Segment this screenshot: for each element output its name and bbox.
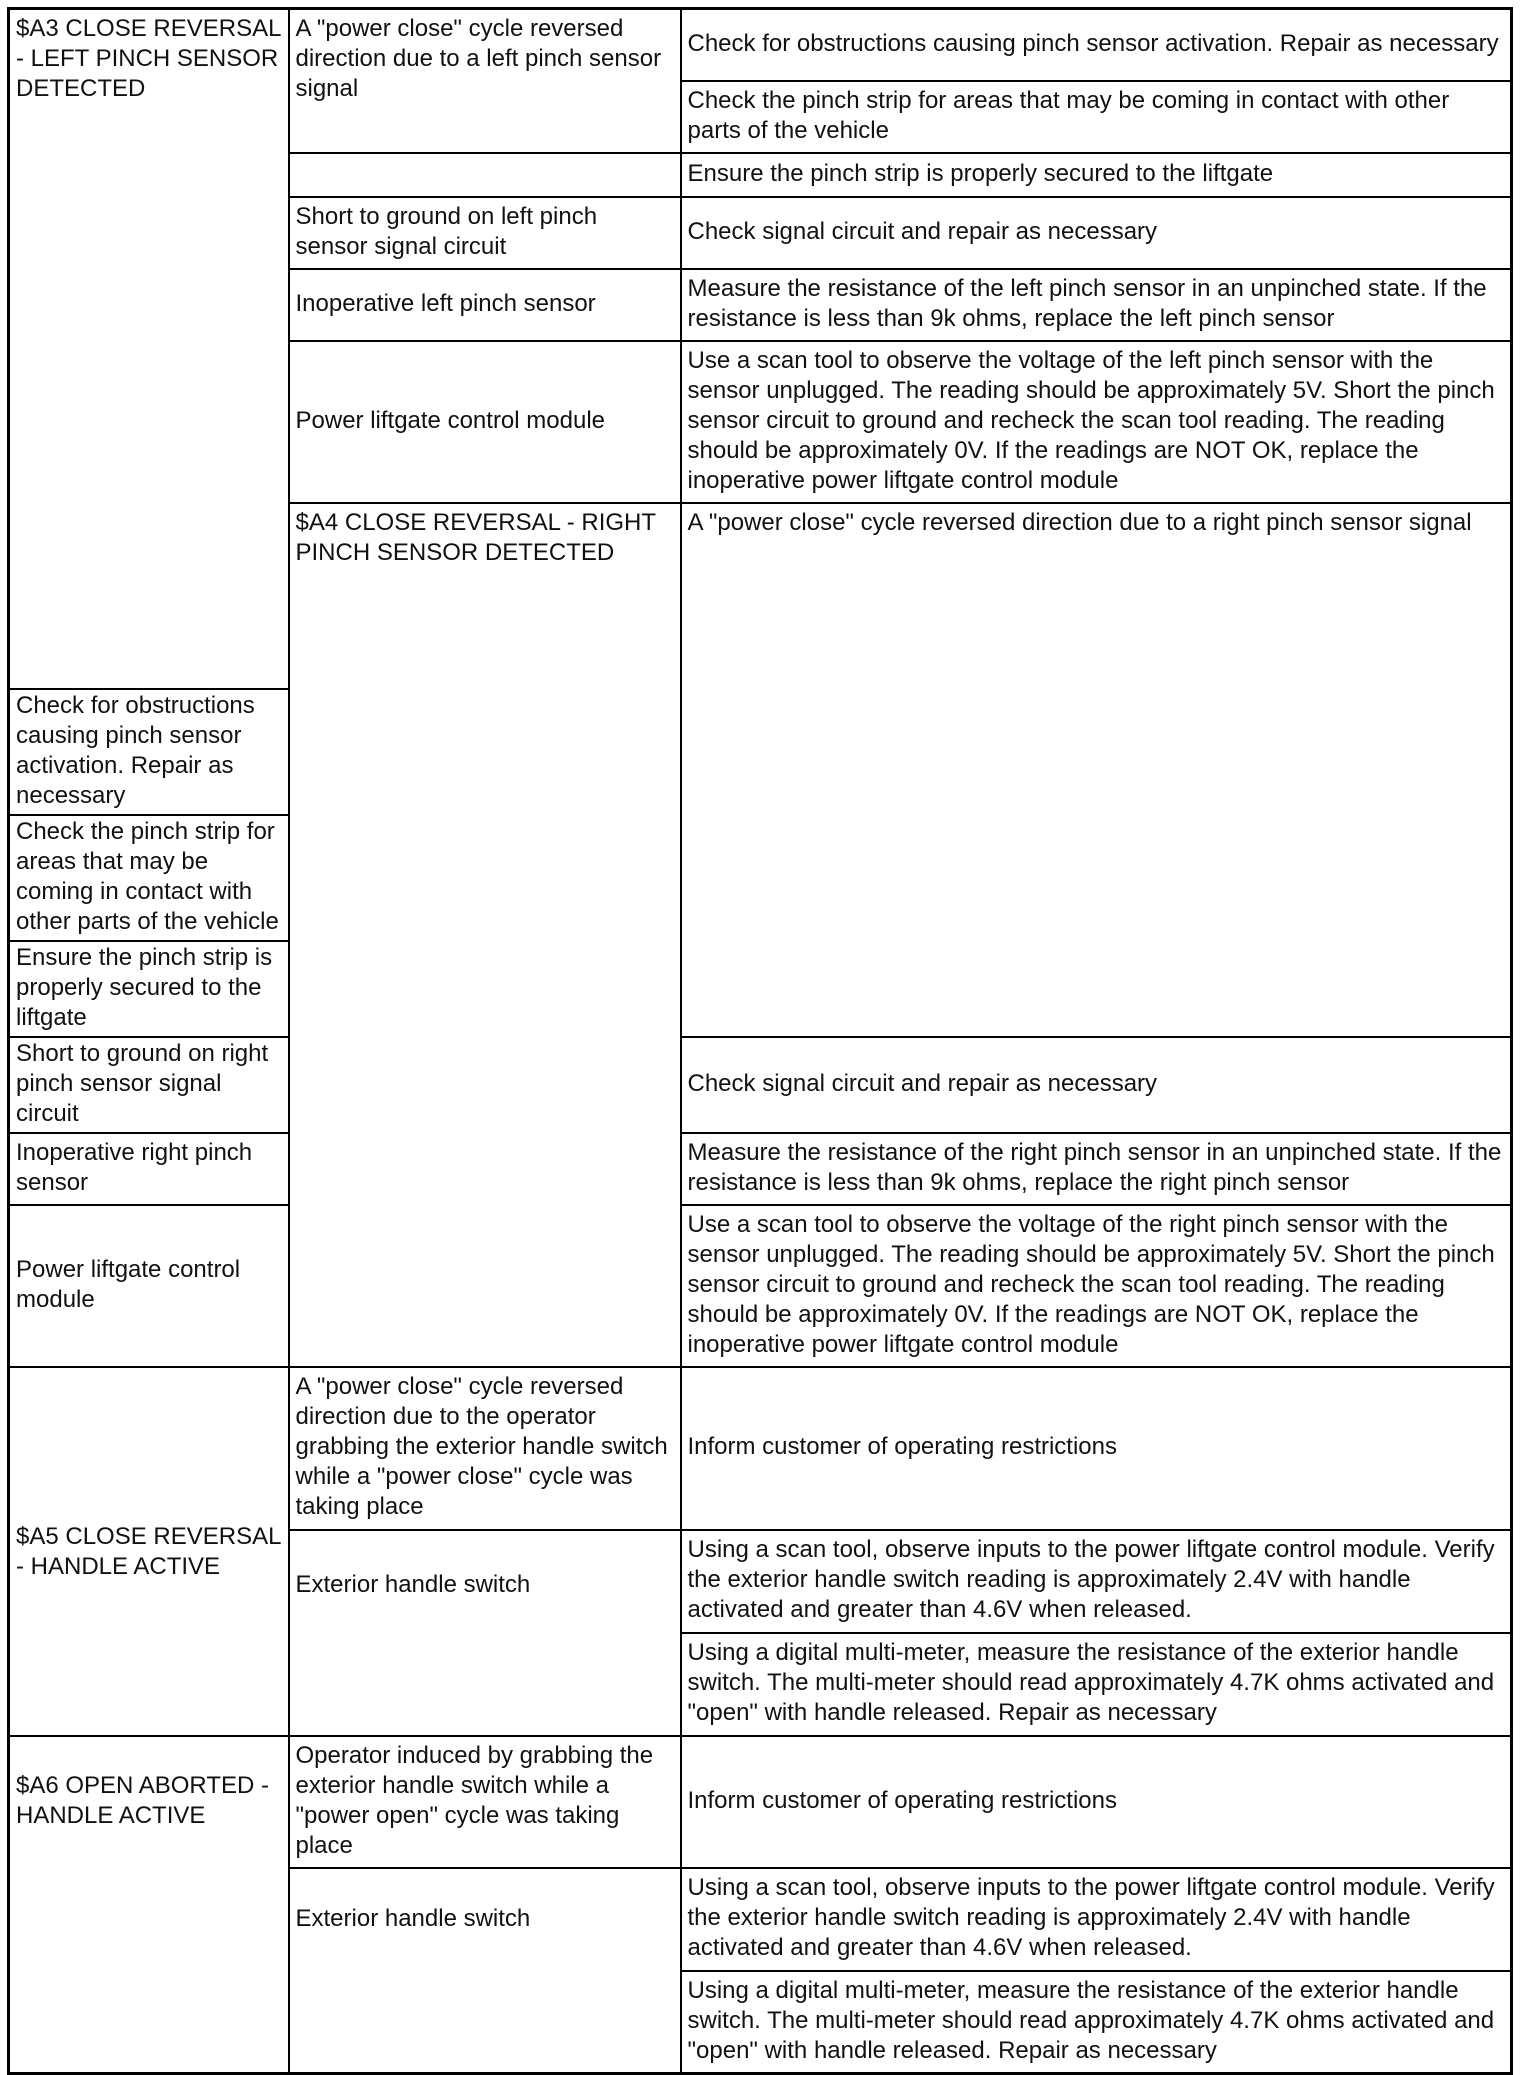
action-cell: Inform customer of operating restrictions bbox=[681, 1367, 1512, 1530]
action-cell: Ensure the pinch strip is properly secured to the liftgate bbox=[681, 153, 1512, 197]
action-cell: Using a scan tool, observe inputs to the power liftgate control module. Verify the exterior handle switch reading is approximately 2.4V with handle activated and greater than 4.6V when released. bbox=[681, 1868, 1512, 1971]
action-cell: Check for obstructions causing pinch sensor activation. Repair as necessary bbox=[681, 9, 1512, 81]
cause-cell: A "power close" cycle reversed direction due to a right pinch sensor signal bbox=[681, 503, 1512, 1037]
action-cell: Check the pinch strip for areas that may be coming in contact with other parts of the vehicle bbox=[9, 815, 289, 941]
action-cell: Measure the resistance of the right pinch sensor in an unpinched state. If the resistance is less than 9k ohms, replace the right pinch sensor bbox=[681, 1133, 1512, 1205]
table-row bbox=[9, 1736, 1512, 1868]
table-row bbox=[9, 1205, 1512, 1367]
action-cell: Use a scan tool to observe the voltage of the left pinch sensor with the sensor unplugged. The reading should be approximately 5V. Short the pinch sensor circuit to ground and recheck the scan tool reading. The reading should be approximately 0V. If the readings are NOT OK, replace the inoperative power liftgate control module bbox=[681, 341, 1512, 503]
action-cell: Ensure the pinch strip is properly secured to the liftgate bbox=[9, 941, 289, 1037]
action-cell: Check signal circuit and repair as necessary bbox=[681, 1037, 1512, 1133]
cause-cell bbox=[289, 153, 681, 197]
cause-cell: A "power close" cycle reversed direction due to a left pinch sensor signal bbox=[289, 9, 681, 153]
dtc-code-cell: $A4 CLOSE REVERSAL - RIGHT PINCH SENSOR DETECTED bbox=[289, 503, 681, 1367]
action-cell: Measure the resistance of the left pinch sensor in an unpinched state. If the resistance is less than 9k ohms, replace the left pinch sensor bbox=[681, 269, 1512, 341]
dtc-table bbox=[7, 7, 1513, 2075]
action-cell: Check signal circuit and repair as necessary bbox=[681, 197, 1512, 269]
action-cell: Using a digital multi-meter, measure the resistance of the exterior handle switch. The multi-meter should read approximately 4.7K ohms activated and "open" with handle released. Repair as necessary bbox=[681, 1633, 1512, 1736]
action-cell: Inform customer of operating restrictions bbox=[681, 1736, 1512, 1868]
cause-cell: Inoperative right pinch sensor bbox=[9, 1133, 289, 1205]
cause-cell: Short to ground on right pinch sensor signal circuit bbox=[9, 1037, 289, 1133]
cause-cell: Power liftgate control module bbox=[9, 1205, 289, 1367]
table-row bbox=[9, 9, 1512, 81]
action-cell: Using a digital multi-meter, measure the resistance of the exterior handle switch. The multi-meter should read approximately 4.7K ohms activated and "open" with handle released. Repair as necessary bbox=[681, 1971, 1512, 2074]
action-cell: Check for obstructions causing pinch sensor activation. Repair as necessary bbox=[9, 689, 289, 815]
action-cell: Check the pinch strip for areas that may be coming in contact with other parts of the vehicle bbox=[681, 81, 1512, 153]
table-row bbox=[9, 1037, 1512, 1133]
dtc-code-cell: $A6 OPEN ABORTED - HANDLE ACTIVE bbox=[9, 1736, 289, 2074]
dtc-code-cell: $A3 CLOSE REVERSAL - LEFT PINCH SENSOR DETECTED bbox=[9, 9, 289, 689]
cause-cell: Power liftgate control module bbox=[289, 341, 681, 503]
table-row bbox=[9, 1367, 1512, 1530]
cause-cell: Operator induced by grabbing the exterior handle switch while a "power open" cycle was taking place bbox=[289, 1736, 681, 1868]
cause-cell: Short to ground on left pinch sensor signal circuit bbox=[289, 197, 681, 269]
table-row bbox=[9, 1133, 1512, 1205]
action-cell: Using a scan tool, observe inputs to the power liftgate control module. Verify the exterior handle switch reading is approximately 2.4V with handle activated and greater than 4.6V when released. bbox=[681, 1530, 1512, 1633]
cause-cell: Exterior handle switch bbox=[289, 1530, 681, 1736]
cause-cell: Exterior handle switch bbox=[289, 1868, 681, 2074]
dtc-code-cell: $A5 CLOSE REVERSAL - HANDLE ACTIVE bbox=[9, 1367, 289, 1736]
cause-cell: Inoperative left pinch sensor bbox=[289, 269, 681, 341]
action-cell: Use a scan tool to observe the voltage of the right pinch sensor with the sensor unplugged. The reading should be approximately 5V. Short the pinch sensor circuit to ground and recheck the scan tool reading. The reading should be approximately 0V. If the readings are NOT OK, replace the inoperative power liftgate control module bbox=[681, 1205, 1512, 1367]
cause-cell: A "power close" cycle reversed direction due to the operator grabbing the exterior handle switch while a "power close" cycle was taking place bbox=[289, 1367, 681, 1530]
